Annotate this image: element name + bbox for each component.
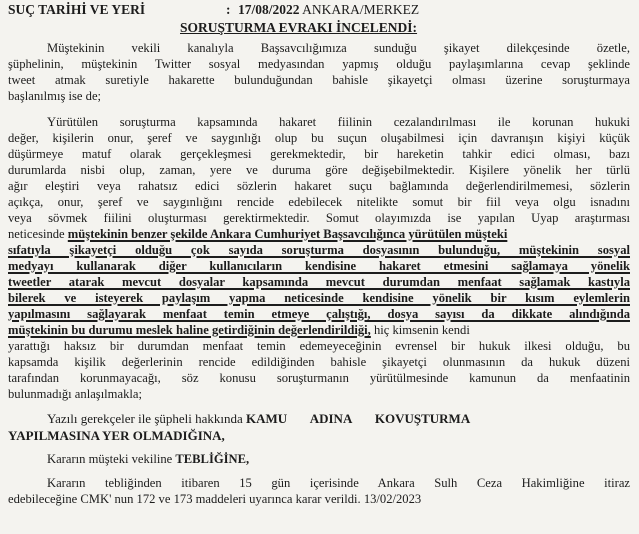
document-title: SORUŞTURMA EVRAKI İNCELENDİ:	[180, 20, 418, 35]
decision-text: KAMU ADINA KOVUŞTURMA	[246, 411, 471, 426]
crime-place: ANKARA/MERKEZ	[302, 2, 420, 17]
paragraph-line-mixed	[8, 227, 630, 242]
emphasized-line: bilerek ve isteyerek paylaşım yapma neticesinde kendisine yönelik bir kısım eylemlerin	[8, 291, 630, 305]
paragraph-text: hiç kimsenin kendi	[370, 323, 470, 337]
emphasized-text: müştekinin bu durumu meslek haline getirdiğinin değerlendirildiği,	[8, 323, 371, 337]
paragraph-line: Müştekinin vekili kanalıyla Başsavcılığımıza sunduğu şikayet dilekçesinde özetle,	[47, 41, 630, 55]
paragraph-line: düşürmeye matuf olarak gerçekleşmesi gerekmektedir, bir hareketin tahkir edici olması, bazı	[8, 147, 630, 161]
crime-date-place-value	[238, 2, 419, 17]
paragraph-text: neticesinde	[8, 227, 68, 241]
paragraph-line: kapsamda kişilik değerlerinin rencide edildiğinden bahisle şikayetçi olunmasının da hukuk düzeni	[8, 355, 630, 369]
notification-text: TEBLİĞİNE,	[175, 452, 250, 466]
paragraph-text: Yazılı gerekçeler ile şüpheli hakkında	[47, 411, 247, 426]
paragraph-line: şüphelinin, müştekinin Twitter sosyal medyasından yapmış olduğu paylaşımlarına cevap şeklinde	[8, 57, 630, 71]
paragraph-line: değer, kişilerin onur, şeref ve saygınlığı olup bu suçun oluşabilmesi için davranışın kişiyi küçük	[8, 131, 630, 145]
decision-line: YAPILMASINA YER OLMADIĞINA,	[8, 428, 225, 443]
paragraph-line: durumlarda nisbi olup, zaman, yere ve duruma göre değişebilmektedir. Kişilere yönelik her türlü	[8, 163, 630, 177]
paragraph-line: veya sövmek fiilini oluşturması gerektirmektedir. Somut olayımızda ise yapılan Uyap araştırması	[8, 211, 630, 225]
header-separator: :	[226, 2, 231, 17]
paragraph-line: Kararın tebliğinden itibaren 15 gün içerisinde Ankara Sulh Ceza Hakimliğine itiraz	[47, 476, 630, 490]
paragraph-line-mixed	[8, 323, 630, 338]
decision-line	[47, 411, 630, 426]
emphasized-line: yapılmasını sağlayarak menfaat temin etmeye çalıştığı, dosya sayısı da dikkate alındığında	[8, 307, 630, 321]
crime-date: 17/08/2022	[238, 2, 300, 17]
paragraph-line: başlanılmış ise de;	[8, 89, 102, 103]
paragraph-line: tweet atmak suretiyle hakarette bulunduğundan bahisle şikayetçi olması üzerine soruşturmaya	[8, 73, 630, 87]
paragraph-line: Yürütülen soruşturma kapsamında hakaret fiilinin cezalandırılması ile korunan hukuki	[47, 115, 630, 129]
paragraph-line: edebileceğine CMK' nun 172 ve 173 maddeleri uyarınca karar verildi. 13/02/2023	[8, 492, 422, 506]
paragraph-text: Kararın müşteki vekiline	[47, 452, 176, 466]
crime-date-place-line	[8, 2, 630, 17]
emphasized-line: tweetler atarak mevcut dosyalar kapsamında mevcut durumdan menfaat sağlamak kastıyla	[8, 275, 630, 289]
paragraph-line: açıkça, onur, şeref ve saygınlığını rencide edebilecek nitelikte somut bir fiil veya olgu isnadını	[8, 195, 630, 209]
paragraph-line: ağır eleştiri veya rahatsız edici sözlerin hakaret suçu bağlamında değerlendirilmemesi, sözlerin	[8, 179, 630, 193]
emphasized-line: medyayı kullanarak diğer kullanıcıların kendisine hakaret etmesini sağlamaya yönelik	[8, 259, 630, 273]
paragraph-line: bulunmadığı anlaşılmakla;	[8, 387, 142, 401]
notification-line	[47, 452, 630, 467]
paragraph-line: tarafından korunmayacağı, söz konusu soruşturmanın yürütülmesinde kamunun da menfaatinin	[8, 371, 630, 385]
crime-date-place-label: SUÇ TARİHİ VE YERİ	[8, 2, 146, 17]
emphasized-text: müştekinin benzer şekilde Ankara Cumhuriyet Başsavcılığınca yürütülen müşteki	[67, 227, 508, 241]
paragraph-line: yarattığı haksız bir durumdan menfaat temin edemeyeceğinin evrensel bir hukuk ilkesi olduğu, bu	[8, 339, 630, 353]
emphasized-line: sıfatıyla şikayetçi olduğu çok sayıda soruşturma dosyasının bulunduğu, müştekinin sosyal	[8, 243, 630, 257]
